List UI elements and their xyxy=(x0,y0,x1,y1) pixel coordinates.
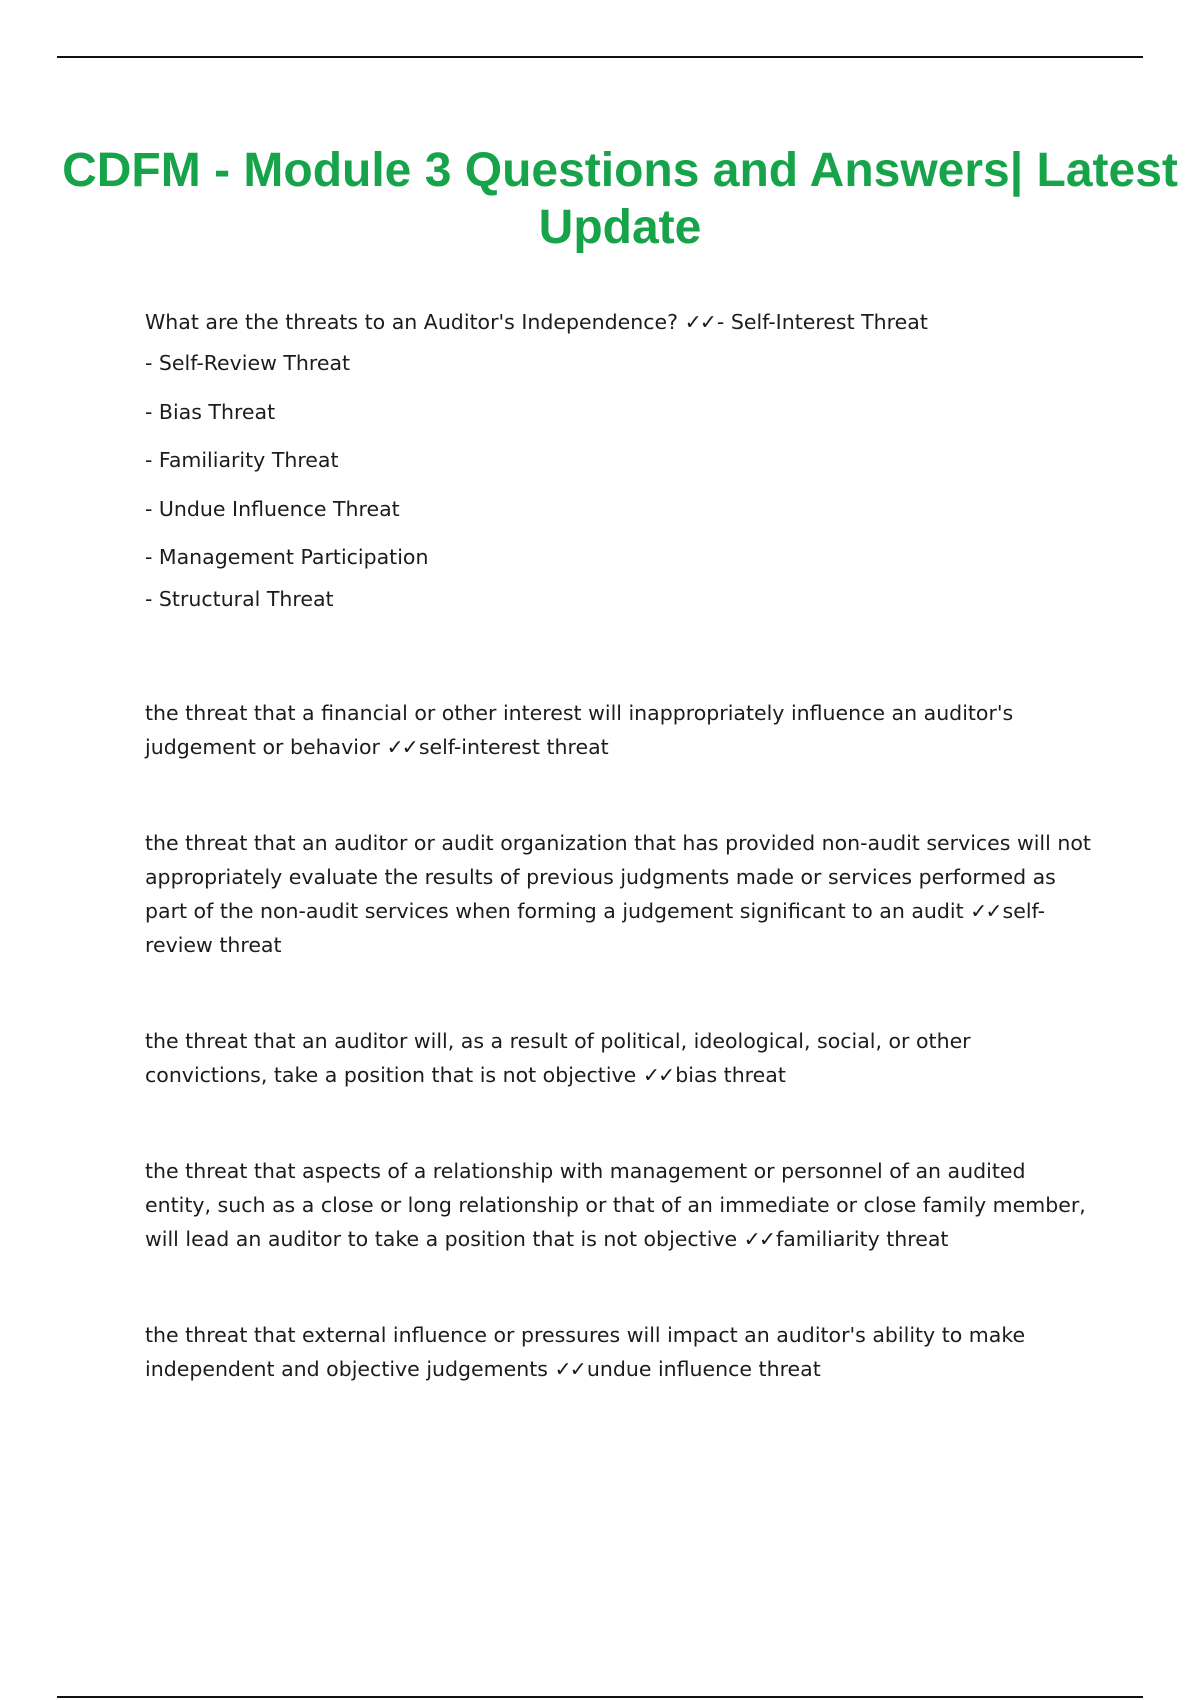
qa-item-1 xyxy=(145,305,1095,339)
qa-item-3 xyxy=(145,826,1095,962)
question-text: the threat that a financial or other interest will inappropriately influence an auditor's judgement or behavior xyxy=(145,700,1014,759)
check-icon: ✓✓ xyxy=(684,310,715,334)
footer-rule xyxy=(57,1696,1143,1698)
qa-item-5 xyxy=(145,1154,1095,1256)
check-icon: ✓✓ xyxy=(970,898,1001,923)
answer-text: undue influence threat xyxy=(586,1356,821,1381)
list-item: - Self-Review Threat xyxy=(145,351,351,375)
check-icon: ✓✓ xyxy=(554,1356,585,1381)
qa-item-4 xyxy=(145,1024,1095,1092)
list-item: - Familiarity Threat xyxy=(145,448,339,472)
list-item: - Undue Influence Threat xyxy=(145,496,400,521)
list-item: - Structural Threat xyxy=(145,586,334,611)
check-icon: ✓✓ xyxy=(743,1226,775,1251)
question-text: the threat that an auditor will, as a result of political, ideological, social, or other convictions, take a position that is not objective xyxy=(145,1028,971,1087)
list-item: - Bias Threat xyxy=(145,399,276,424)
answer-text: familiarity threat xyxy=(776,1226,949,1251)
qa-item-2 xyxy=(145,696,1095,764)
qa-item-6 xyxy=(145,1318,1095,1386)
answer-text: - Self-Interest Threat xyxy=(716,310,928,334)
header-rule xyxy=(57,56,1143,58)
document-title: CDFM - Module 3 Questions and Answers| Latest Update xyxy=(62,144,1178,254)
question-text: What are the threats to an Auditor's Independence? xyxy=(145,310,679,334)
question-text: the threat that external influence or pressures will impact an auditor's ability to make independent and objective judgements xyxy=(145,1322,1026,1381)
document-body xyxy=(145,305,1095,1386)
question-text: the threat that an auditor or audit organization that has provided non-audit services will not appropriately evaluate the results of previous judgments made or services performed as part of the non-audit services when forming a judgement significant to an audit xyxy=(145,830,1091,923)
threat-list xyxy=(145,339,1095,616)
check-icon: ✓✓ xyxy=(386,734,417,759)
answer-text: self-review threat xyxy=(145,898,1046,957)
answer-text: bias threat xyxy=(675,1062,786,1087)
list-item: - Management Participation xyxy=(145,545,429,569)
answer-text: self-interest threat xyxy=(418,734,609,759)
question-text: the threat that aspects of a relationship with management or personnel of an audited entity, such as a close or long relationship or that of an immediate or close family member, will lead an auditor to take a position that is not objective xyxy=(145,1158,1086,1251)
check-icon: ✓✓ xyxy=(642,1062,674,1087)
